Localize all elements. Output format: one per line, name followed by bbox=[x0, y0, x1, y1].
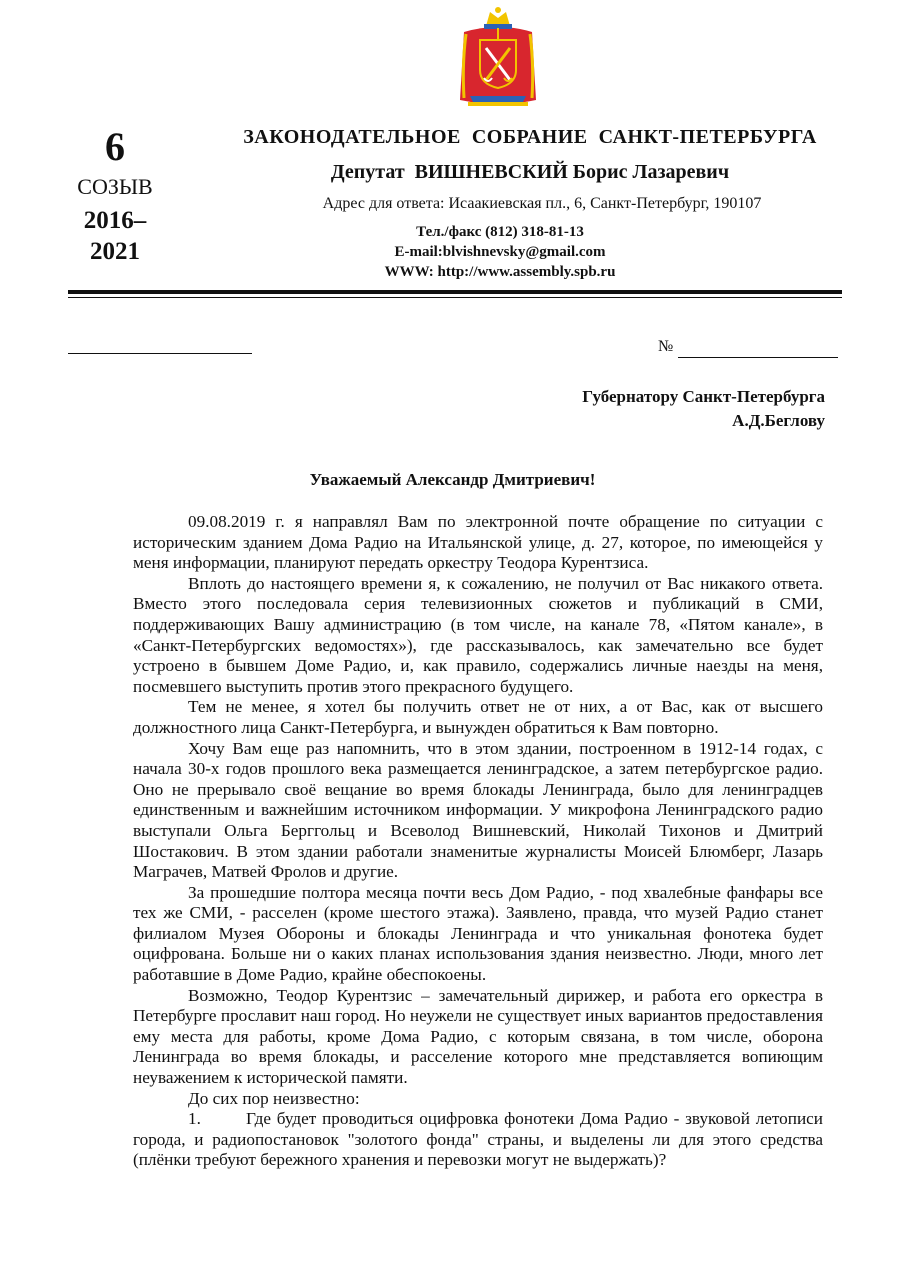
header-divider-thin bbox=[68, 297, 842, 298]
reply-address: Адрес для ответа: Исаакиевская пл., 6, Санкт-Петербург, 190107 bbox=[322, 195, 762, 212]
registration-number-line bbox=[678, 357, 838, 358]
convocation-years-start: 2016– bbox=[83, 207, 147, 234]
list-item bbox=[133, 1109, 823, 1171]
paragraph: Хочу Вам еще раз напомнить, что в этом здании, построенном в 1912-14 годах, с начала 30-х годов прошлого века размещается ленинградское, а затем петербургское радио. Оно не прерывало своё вещание во время блокады Ленинграда, было для ленинградцев единственным и важнейшим источником информации. У микрофона Ленинградского радио выступали Ольга Берггольц и Всеволод Вишневский, Николай Тихонов и Дмитрий Шостакович. В этом здании работали знаменитые журналисты Моисей Блюмберг, Лазарь Маграчев, Матвей Фролов и другие. bbox=[133, 738, 823, 882]
list-item-number: 1. bbox=[188, 1109, 201, 1129]
email-address: E-mail:blvishnevsky@gmail.com bbox=[394, 244, 606, 260]
addressee-name: А.Д.Беглову bbox=[732, 411, 825, 430]
assembly-title: ЗАКОНОДАТЕЛЬНОЕ СОБРАНИЕ САНКТ-ПЕТЕРБУРГА bbox=[243, 126, 817, 148]
phone-fax: Тел./факс (812) 318-81-13 bbox=[416, 224, 584, 240]
letter-body bbox=[133, 512, 823, 1171]
website-address: WWW: http://www.assembly.spb.ru bbox=[384, 264, 616, 280]
header-divider-thick bbox=[68, 290, 842, 294]
list-item-text: Где будет проводиться оцифровка фонотеки Дома Радио - звуковой летописи города, и радиопостановок "золотого фонда" страны, и выделены ли для этого средства (плёнки требуют бережного хранения и перевозки могут не выдержать)? bbox=[133, 1109, 823, 1170]
paragraph: За прошедшие полтора месяца почти весь Дом Радио, - под хвалебные фанфары все тех же СМИ, - расселен (кроме шестого этажа). Заявлено, правда, что музей Радио станет филиалом Музея Обороны и блокады Ленинграда и что уникальная фонотека будет оцифрована. Больше ни о каких планах использования здания неизвестно. Люди, много лет работавшие в Доме Радио, крайне обеспокоены. bbox=[133, 882, 823, 985]
paragraph: 09.08.2019 г. я направлял Вам по электронной почте обращение по ситуации с историческим зданием Дома Радио на Итальянской улице, д. 27, которое, по имеющейся у меня информации, планируют передать оркестру Теодора Курентзиса. bbox=[133, 512, 823, 573]
salutation: Уважаемый Александр Дмитриевич! bbox=[309, 470, 596, 489]
convocation-label: СОЗЫВ bbox=[77, 174, 153, 199]
addressee-position: Губернатору Санкт-Петербурга bbox=[582, 387, 825, 406]
paragraph: Возможно, Теодор Курентзис – замечательный дирижер, и работа его оркестра в Петербурге прославит наш город. Но неужели не существует иных вариантов предоставления ему места для работы, кроме Дома Радио, с которым связана, в том числе, оборона Ленинграда во время блокады, и расселение которого мне представляется вопиющим неуважением к исторической памяти. bbox=[133, 985, 823, 1088]
paragraph: Тем не менее, я хотел бы получить ответ не от них, а от Вас, как от высшего должностного лица Санкт-Петербурга, и вынужден обратиться к Вам повторно. bbox=[133, 697, 823, 737]
convocation-number: 6 bbox=[105, 124, 125, 169]
addressee-block bbox=[582, 385, 825, 433]
date-blank-line bbox=[68, 353, 252, 354]
deputy-name: Депутат ВИШНЕВСКИЙ Борис Лазаревич bbox=[330, 161, 730, 183]
convocation-years-end: 2021 bbox=[90, 238, 140, 265]
coat-of-arms-icon bbox=[456, 4, 540, 110]
paragraph: Вплоть до настоящего времени я, к сожалению, не получил от Вас никакого ответа. Вместо этого последовала серия телевизионных сюжетов и публикаций в СМИ, поддерживающих Вашу администрацию (в том числе, на канале 78, «Пятом канале», в «Санкт-Петербургских ведомостях»), где рассказывалось, как замечательно все будет устроено в бывшем Доме Радио, и, как правило, содержались личные наезды на меня, посмевшего выступить против этого прекрасного будущего. bbox=[133, 573, 823, 696]
paragraph: До сих пор неизвестно: bbox=[188, 1088, 360, 1108]
convocation-block bbox=[60, 125, 170, 267]
registration-number-sign: № bbox=[658, 338, 674, 355]
